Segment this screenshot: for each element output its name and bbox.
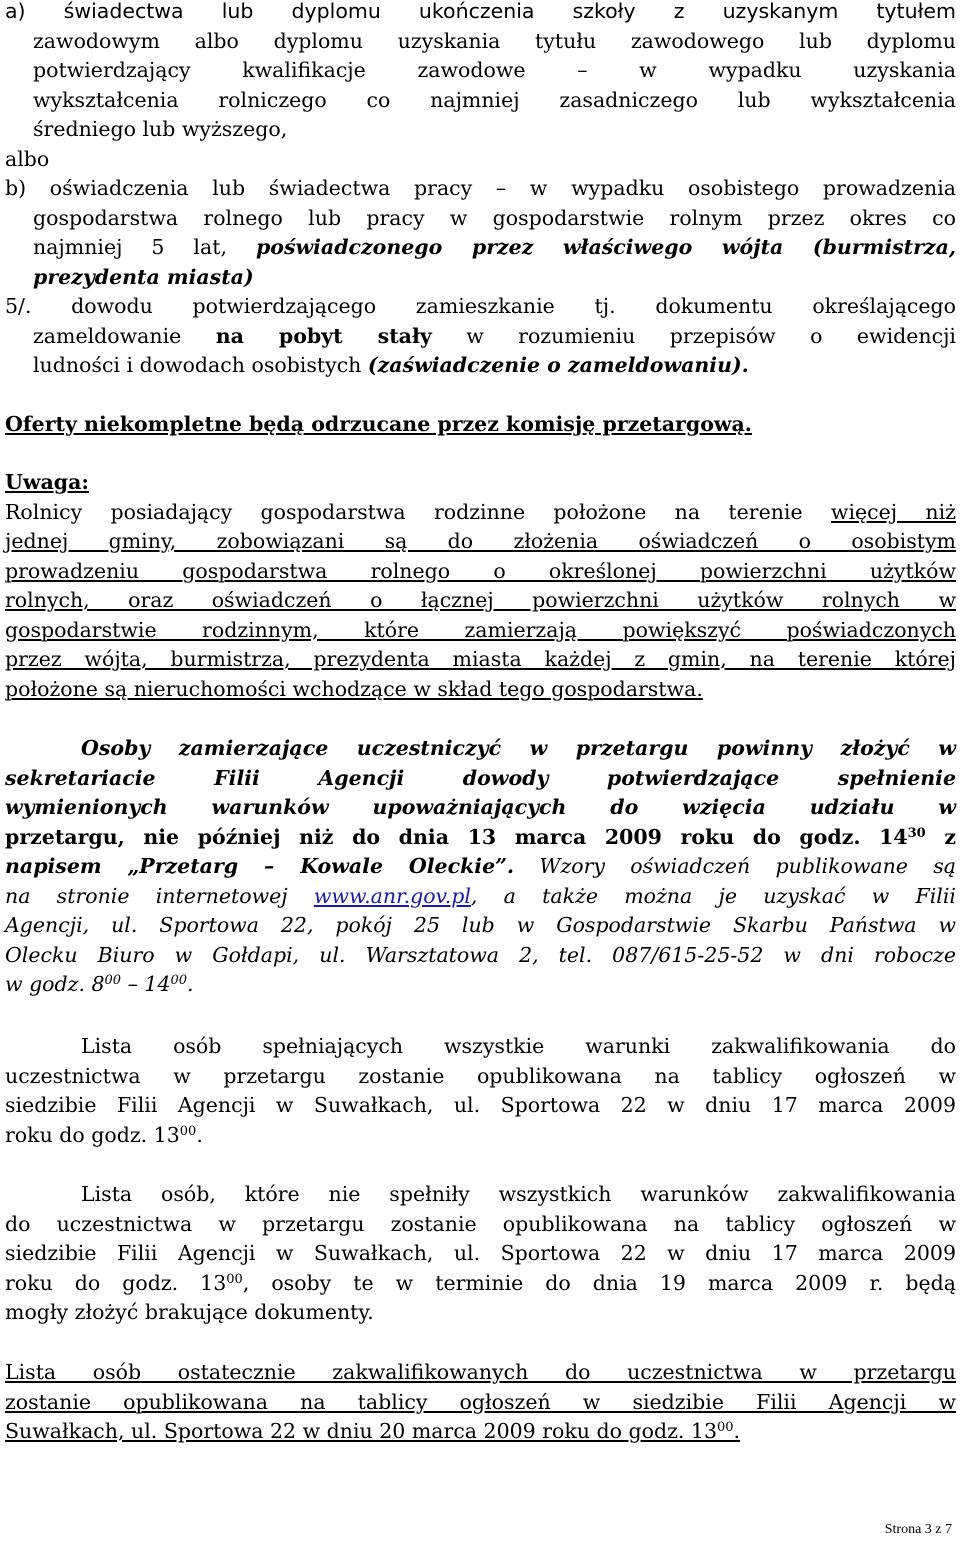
note-section bbox=[5, 468, 956, 704]
qualified-line: siedzibie Filii Agencji w Suwałkach, ul. Sportowa 22 w dniu 17 marca 2009 bbox=[5, 1093, 956, 1117]
note-text: Rolnicy posiadający gospodarstwa rodzinne położone na terenie bbox=[5, 499, 803, 524]
item-5-text: zameldowanie bbox=[33, 323, 182, 348]
final-list-text: Suwałkach, ul. Sportowa 22 w dniu 20 marca 2009 roku do godz. 13 bbox=[5, 1419, 717, 1443]
note-line bbox=[5, 498, 956, 528]
hours-sup: 00 bbox=[170, 973, 187, 988]
note-label: Uwaga: bbox=[5, 470, 89, 494]
item-b-bold: poświadczonego przez właściwego wójta (burmistrza, bbox=[255, 235, 956, 259]
item-a-line: a) świadectwa lub dyplomu ukończenia szkoły z uzyskanym tytułem bbox=[5, 0, 956, 23]
website-link[interactable]: www.anr.gov.pl bbox=[313, 883, 471, 908]
final-list-sup: 00 bbox=[717, 1420, 734, 1435]
final-list-section bbox=[5, 1358, 956, 1447]
participants-line: wymienionych warunków upoważniających do wzięcia udziału w bbox=[5, 795, 956, 819]
not-qualified-text: , osoby te w terminie do dnia 19 marca 2009 r. będą bbox=[242, 1270, 956, 1295]
item-b-line: prezydenta miasta) bbox=[33, 264, 254, 289]
not-qualified-section bbox=[5, 1180, 956, 1328]
page-number: Strona 3 z 7 bbox=[884, 1522, 952, 1537]
not-qualified-text: roku do godz. 13 bbox=[5, 1270, 227, 1295]
participants-text: Osoby zamierzające uczestniczyć w przetargu powinny złożyć w bbox=[81, 736, 956, 760]
hours-sup: 00 bbox=[104, 973, 122, 988]
final-list-line bbox=[5, 1417, 956, 1447]
hours-text: w godz. 8 bbox=[5, 972, 105, 996]
participants-line bbox=[5, 852, 956, 882]
item-5-line bbox=[5, 351, 956, 381]
note-line: gospodarstwie rodzinnym, które zamierzają powiększyć poświadczonych bbox=[5, 617, 956, 642]
not-qualified-line bbox=[5, 1180, 956, 1210]
participants-line: Agencji, ul. Sportowa 22, pokój 25 lub w Gospodarstwie Skarbu Państwa w bbox=[5, 913, 956, 937]
note-line: przez wójta, burmistrza, prezydenta miasta każdej z gmin, na terenie której bbox=[5, 647, 956, 671]
final-list-line: zostanie opublikowana na tablicy ogłoszeń w siedzibie Filii Agencji w bbox=[5, 1389, 956, 1414]
item-b-line: b) oświadczenia lub świadectwa pracy – w wypadku osobistego prowadzenia bbox=[5, 176, 956, 200]
item-a-line: zawodowym albo dyplomu uzyskania tytułu zawodowego lub dyplomu bbox=[33, 28, 956, 53]
participants-line bbox=[5, 970, 956, 1000]
item-5-line: 5/. dowodu potwierdzającego zamieszkanie tj. dokumentu określającego bbox=[5, 294, 956, 318]
deadline-z: z bbox=[944, 824, 957, 849]
item-5-line bbox=[5, 322, 956, 352]
offers-warning: Oferty niekompletne będą odrzucane przez komisję przetargową. bbox=[5, 412, 752, 436]
not-qualified-line bbox=[5, 1269, 956, 1299]
item-b-line: gospodarstwa rolnego lub pracy w gospodarstwie rolnym przez okres co bbox=[33, 205, 956, 230]
not-qualified-line: siedzibie Filii Agencji w Suwałkach, ul. Sportowa 22 w dniu 17 marca 2009 bbox=[5, 1241, 956, 1265]
item-5-text: ludności i dowodach osobistych bbox=[33, 353, 362, 377]
item-a-line: wykształcenia rolniczego co najmniej zasadniczego lub wykształcenia bbox=[33, 87, 956, 112]
not-qualified-line: do uczestnictwa w przetargu zostanie opublikowana na tablicy ogłoszeń w bbox=[5, 1211, 956, 1236]
note-line: położone są nieruchomości wchodzące w skład tego gospodarstwa. bbox=[5, 676, 703, 701]
hours-text: . bbox=[187, 972, 194, 996]
final-list-text: . bbox=[733, 1419, 741, 1443]
participants-line bbox=[5, 882, 956, 912]
item-b-line bbox=[5, 233, 956, 263]
envelope-label: napisem „Przetarg – Kowale Oleckie”. bbox=[5, 854, 515, 878]
qualified-section bbox=[5, 1032, 956, 1150]
hours-text: – 14 bbox=[121, 972, 171, 996]
deadline-text: przetargu, nie później niż do dnia 13 marca 2009 roku do godz. 14 bbox=[5, 824, 908, 849]
item-a-line: potwierdzający kwalifikacje zawodowe – w wypadku uzyskania bbox=[33, 58, 956, 82]
not-qualified-sup: 00 bbox=[226, 1271, 243, 1287]
qualified-line bbox=[5, 1121, 956, 1151]
item-5-text: w rozumieniu przepisów o ewidencji bbox=[466, 323, 956, 348]
albo-text: albo bbox=[5, 146, 50, 171]
participants-line bbox=[5, 734, 956, 764]
participants-line: sekretariacie Filii Agencji dowody potwierdzające spełnienie bbox=[5, 765, 956, 790]
note-line: rolnych, oraz oświadczeń o łącznej powierzchni użytków rolnych w bbox=[5, 588, 956, 612]
deadline-sup: 30 bbox=[907, 825, 926, 841]
participants-line bbox=[5, 823, 956, 853]
final-list-line: Lista osób ostatecznie zakwalifikowanych do uczestnictwa w przetargu bbox=[5, 1360, 956, 1384]
item-5-bold: (zaświadczenie o zameldowaniu). bbox=[367, 353, 749, 377]
note-line: prowadzeniu gospodarstwa rolnego o określonej powierzchni użytków bbox=[5, 558, 956, 583]
qualified-sup: 00 bbox=[179, 1123, 197, 1139]
item-b-plain: najmniej 5 lat, bbox=[33, 235, 227, 259]
item-a-line: średniego lub wyższego, bbox=[33, 117, 288, 141]
forms-text: Wzory oświadczeń publikowane są bbox=[539, 854, 956, 878]
item-a bbox=[5, 0, 956, 381]
not-qualified-line: mogły złożyć brakujące dokumenty. bbox=[5, 1300, 374, 1324]
qualified-line: uczestnictwa w przetargu zostanie opublikowana na tablicy ogłoszeń w bbox=[5, 1063, 956, 1088]
qualified-text: . bbox=[196, 1122, 203, 1147]
participants-line: Olecku Biuro w Gołdapi, ul. Warsztatowa 2, tel. 087/615-25-52 w dni robocze bbox=[5, 942, 956, 967]
note-line: jednej gminy, zobowiązani są do złożenia oświadczeń o osobistym bbox=[5, 529, 956, 553]
item-5-bold: na pobyt stały bbox=[215, 323, 432, 348]
qualified-text: Lista osób spełniających wszystkie warunki zakwalifikowania do bbox=[81, 1034, 956, 1058]
not-qualified-text: Lista osób, które nie spełniły wszystkich warunków zakwalifikowania bbox=[81, 1182, 956, 1206]
qualified-text: roku do godz. 13 bbox=[5, 1122, 180, 1147]
qualified-line bbox=[5, 1032, 956, 1062]
website-pre: na stronie internetowej bbox=[5, 883, 288, 908]
website-post: , a także można je uzyskać w Filii bbox=[470, 883, 956, 908]
note-underlined: więcej niż bbox=[830, 499, 956, 524]
participants-section bbox=[5, 734, 956, 1000]
